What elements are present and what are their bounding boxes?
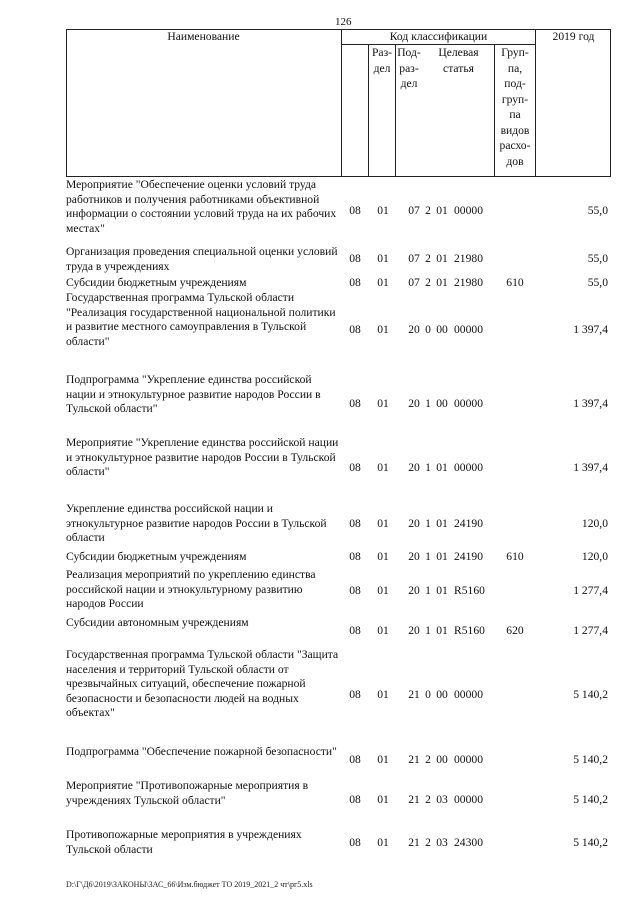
header-group-line: видов (500, 123, 530, 137)
row-group: 610 (506, 276, 524, 289)
row-name: Государственная программа Тульской области "Реализация государственной национальной политики и развитие местного самоуправления в Тульской области" (66, 291, 336, 348)
header-podrazdel-line: раз- (399, 61, 419, 75)
row-target-event: 01 (436, 517, 448, 530)
row-sum: 120,0 (581, 550, 608, 563)
row-target-direction: 00000 (454, 397, 483, 410)
row-target-program: 20 (408, 584, 420, 597)
row-target-direction: 00000 (454, 688, 483, 701)
row-target-program: 20 (408, 517, 420, 530)
row-target-program: 20 (408, 461, 420, 474)
row-target-subprogram: 1 (425, 550, 431, 563)
row-podrazdel: 01 (377, 688, 389, 701)
row-name: Мероприятие "Укрепление единства российской нации и этнокультурное развитие народов России в Тульской области" (66, 436, 339, 479)
row-target-direction: 24190 (454, 550, 483, 563)
row-group: 620 (506, 624, 524, 637)
row-name: Мероприятие "Обеспечение оценки условий труда работников и получения работниками объективной информации о состоянии условий труда на их рабочих местах" (66, 178, 337, 235)
row-target-direction: 00000 (454, 793, 483, 806)
row-target-subprogram: 2 (425, 276, 431, 289)
row-target-direction: R5160 (454, 624, 485, 637)
row-target-event: 01 (436, 624, 448, 637)
row-target-program: 07 (408, 276, 420, 289)
header-code-group: Код классификации (389, 30, 488, 43)
row-target-event: 00 (436, 323, 448, 336)
row-podrazdel: 01 (377, 204, 389, 217)
row-target-subprogram: 1 (425, 397, 431, 410)
header-razdel-line: Раз- (371, 46, 393, 59)
row-target-subprogram: 0 (425, 323, 431, 336)
header-razdel-line: дел (373, 61, 391, 75)
row-target-direction: 21980 (454, 276, 483, 289)
row-target-subprogram: 2 (425, 252, 431, 265)
row-razdel: 08 (349, 836, 361, 849)
row-sum: 55,0 (587, 252, 608, 265)
header-group-line: под- (504, 77, 526, 90)
row-target-program: 20 (408, 323, 420, 336)
row-target-program: 07 (408, 252, 420, 265)
row-target-event: 01 (436, 461, 448, 474)
row-target-direction: 00000 (454, 323, 483, 336)
row-sum: 1 277,4 (573, 584, 608, 597)
row-name: Субсидии бюджетным учреждениям (66, 276, 247, 289)
header-podrazdel-line: Под- (397, 46, 421, 59)
row-target-program: 21 (408, 793, 420, 806)
row-razdel: 08 (349, 753, 361, 766)
row-target-event: 00 (436, 753, 448, 766)
row-razdel: 08 (349, 461, 361, 474)
row-podrazdel: 01 (377, 517, 389, 530)
row-target-event: 03 (436, 793, 448, 806)
row-name: Мероприятие "Противопожарные мероприятия в учреждениях Тульской области" (66, 779, 309, 807)
header-target: Целевая статья (438, 46, 479, 75)
row-target-direction: 24300 (454, 836, 483, 849)
row-target-subprogram: 2 (425, 836, 431, 849)
row-podrazdel: 01 (377, 461, 389, 474)
header-group-line: па, (507, 61, 523, 75)
row-podrazdel: 01 (377, 753, 389, 766)
row-target-program: 20 (408, 624, 420, 637)
row-podrazdel: 01 (377, 624, 389, 637)
header-year: 2019 год (552, 30, 595, 43)
row-target-subprogram: 1 (425, 624, 431, 637)
row-sum: 1 397,4 (573, 323, 608, 336)
row-razdel: 08 (349, 584, 361, 597)
row-razdel: 08 (349, 276, 361, 289)
row-target-event: 01 (436, 204, 448, 217)
row-target-program: 20 (408, 397, 420, 410)
row-target-program: 21 (408, 836, 420, 849)
row-target-subprogram: 2 (425, 793, 431, 806)
row-target-event: 00 (436, 397, 448, 410)
row-podrazdel: 01 (377, 793, 389, 806)
row-target-program: 21 (408, 688, 420, 701)
row-target-direction: 00000 (454, 204, 483, 217)
row-razdel: 08 (349, 517, 361, 530)
header-name: Наименование (167, 30, 240, 43)
row-podrazdel: 01 (377, 276, 389, 289)
header-group-line: па (509, 108, 521, 121)
row-target-subprogram: 1 (425, 584, 431, 597)
row-target-direction: 21980 (454, 252, 483, 265)
row-target-direction: 00000 (454, 461, 483, 474)
row-name: Подпрограмма "Обеспечение пожарной безопасности" (66, 745, 337, 758)
row-razdel: 08 (349, 688, 361, 701)
row-name: Организация проведения специальной оценки условий труда в учреждениях (66, 245, 338, 273)
row-sum: 5 140,2 (573, 753, 608, 766)
row-target-program: 20 (408, 550, 420, 563)
row-group: 610 (506, 550, 524, 563)
row-podrazdel: 01 (377, 323, 389, 336)
row-name: Противопожарные мероприятия в учреждениях Тульской области (66, 828, 302, 856)
row-target-event: 01 (436, 276, 448, 289)
row-razdel: 08 (349, 323, 361, 336)
row-razdel: 08 (349, 252, 361, 265)
header-podrazdel-line: дел (400, 77, 418, 90)
row-name: Укрепление единства российской нации и этнокультурное развитие народов России в Тульской области (66, 502, 327, 545)
row-name: Субсидии бюджетным учреждениям (66, 550, 247, 563)
row-podrazdel: 01 (377, 397, 389, 410)
row-target-program: 21 (408, 753, 420, 766)
row-target-direction: 00000 (454, 753, 483, 766)
row-target-direction: 24190 (454, 517, 483, 530)
row-target-subprogram: 1 (425, 461, 431, 474)
row-target-subprogram: 2 (425, 753, 431, 766)
row-podrazdel: 01 (377, 584, 389, 597)
page-number: 126 (335, 16, 352, 28)
row-name: Подпрограмма "Укрепление единства российской нации и этнокультурное развитие народов России в Тульской области" (66, 373, 321, 416)
row-name: Реализация мероприятий по укреплению единства российской нации и этнокультурному развитию народов России (66, 568, 316, 611)
file-path-footer: D:\Г\Д6\2019\ЗАКОНЫ\ЗАС_66\Изм.бюджет ТО 2019_2021_2 чт\рг5.xls (66, 880, 313, 889)
row-target-event: 00 (436, 688, 448, 701)
row-target-subprogram: 1 (425, 517, 431, 530)
row-razdel: 08 (349, 793, 361, 806)
row-razdel: 08 (349, 624, 361, 637)
row-sum: 120,0 (581, 517, 608, 530)
row-target-event: 01 (436, 252, 448, 265)
row-sum: 1 397,4 (573, 397, 608, 410)
header-group-line: груп- (501, 92, 529, 106)
header-group-line: дов (506, 154, 524, 168)
row-razdel: 08 (349, 397, 361, 410)
row-sum: 1 277,4 (573, 624, 608, 637)
row-sum: 55,0 (587, 204, 608, 217)
header-group-line: расхо- (499, 139, 531, 152)
row-sum: 1 397,4 (573, 461, 608, 474)
row-razdel: 08 (349, 550, 361, 563)
row-name: Субсидии автономным учреждениям (66, 616, 249, 629)
row-target-direction: R5160 (454, 584, 485, 597)
row-podrazdel: 01 (377, 836, 389, 849)
header-group-line: Груп- (501, 46, 529, 59)
row-razdel: 08 (349, 204, 361, 217)
row-target-program: 07 (408, 204, 420, 217)
row-sum: 5 140,2 (573, 793, 608, 806)
row-target-subprogram: 2 (425, 204, 431, 217)
row-sum: 55,0 (587, 276, 608, 289)
row-target-event: 01 (436, 584, 448, 597)
row-podrazdel: 01 (377, 252, 389, 265)
row-name: Государственная программа Тульской области "Защита населения и территорий Тульской области от чрезвычайных ситуаций, обеспечение пожарной безопасности и безопасности людей на водных объектах" (66, 648, 339, 720)
row-target-event: 03 (436, 836, 448, 849)
row-sum: 5 140,2 (573, 688, 608, 701)
row-sum: 5 140,2 (573, 836, 608, 849)
row-target-event: 01 (436, 550, 448, 563)
row-target-subprogram: 0 (425, 688, 431, 701)
row-podrazdel: 01 (377, 550, 389, 563)
